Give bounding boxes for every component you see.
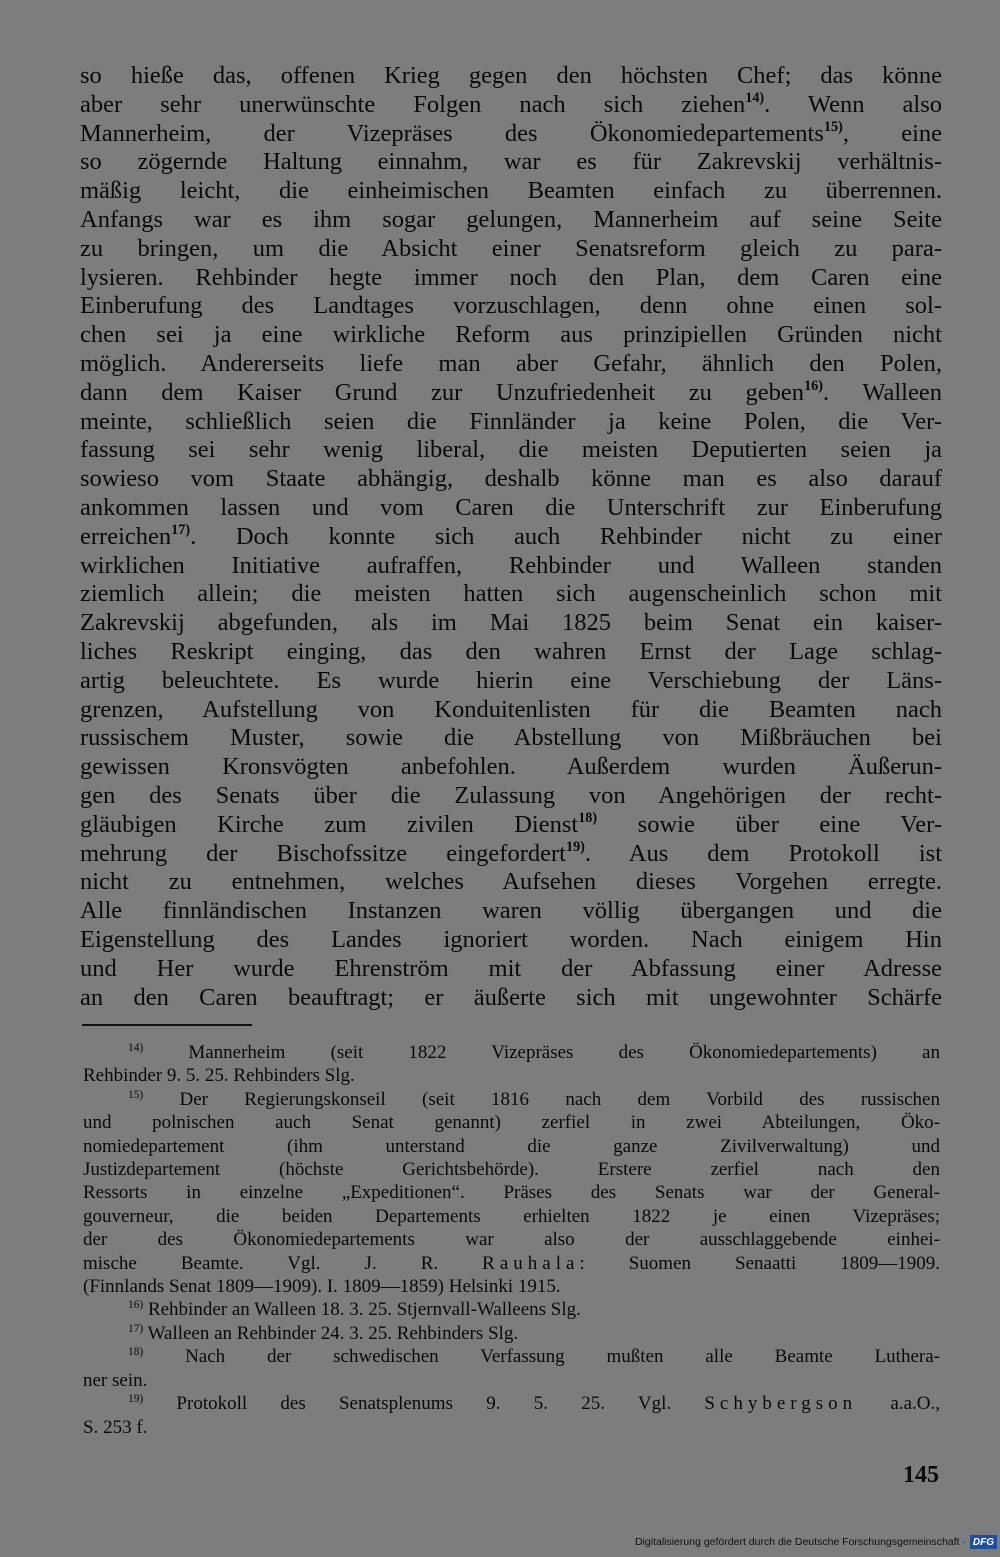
text-line: Anfangs war es ihm sogar gelungen, Mannerheim auf seine Seite: [80, 205, 942, 233]
text-line: an den Caren beauftragt; er äußerte sich mit ungewohnter Schärfe: [80, 983, 942, 1011]
text-line: russischem Muster, sowie die Abstellung von Mißbräuchen bei: [80, 724, 942, 752]
footnote-line: Justizdepartement (höchste Gerichtsbehörde). Erstere zerfiel nach den: [83, 1159, 940, 1181]
footnote-line: $^{19)}$ Protokoll des Senatsplenums 9. 5. 25. Vgl. Schybergson a.a.O.,: [128, 1393, 940, 1415]
footnote-number: 19): [128, 1393, 144, 1406]
text-line: Zakrevskij abgefunden, als im Mai 1825 beim Senat ein kaiser-: [80, 609, 942, 637]
author-name: Schybergson: [704, 1393, 858, 1415]
text-line: Alle finnländischen Instanzen waren völlig übergangen und die: [80, 897, 942, 925]
footnote-separator: [82, 1024, 252, 1026]
footnote-ref: 17): [171, 521, 191, 538]
text-line: fassung sei sehr wenig liberal, die meisten Deputierten seien ja: [80, 436, 942, 464]
footnote-line: mische Beamte. Vgl. J. R. Rauhala: Suomen Senaatti 1809—1909.: [83, 1252, 941, 1274]
text-line: dann dem Kaiser Grund zur Unzufriedenheit zu geben$^{16)}$. Walleen: [80, 377, 942, 406]
footnote-line: der des Ökonomiedepartements war also der ausschlaggebende einhei-: [83, 1229, 940, 1251]
text-line: gen des Senats über die Zulassung von Angehörigen der recht-: [80, 781, 942, 809]
footnote-number: 15): [128, 1088, 144, 1101]
text-line: und Her wurde Ehrenström mit der Abfassung einer Adresse: [80, 954, 942, 982]
text-line: erreichen$^{17)}$. Doch konnte sich auch Rehbinder nicht zu einer: [80, 521, 942, 550]
footnote-ref: 15): [823, 118, 843, 135]
footnote-line: (Finnlands Senat 1809—1909). I. 1809—1859) Helsinki 1915.: [83, 1276, 561, 1298]
text-line: wirklichen Initiative aufraffen, Rehbinder und Walleen standen: [80, 551, 942, 579]
footnote-ref: 18): [578, 809, 598, 826]
text-line: nicht zu entnehmen, welches Aufsehen dieses Vorgehen erregte.: [80, 868, 942, 896]
text-line: Mannerheim, der Vizepräses des Ökonomiedepartements$^{15)}$, eine: [80, 118, 942, 147]
text-line: lysieren. Rehbinder hegte immer noch den Plan, dem Caren eine: [80, 263, 942, 291]
page-number: 145: [903, 1462, 939, 1488]
text-line: aber sehr unerwünschte Folgen nach sich ziehen$^{14)}$. Wenn also: [80, 89, 942, 118]
text-line: ziemlich allein; die meisten hatten sich augenscheinlich schon mit: [80, 580, 942, 608]
author-name: Rauhala: [482, 1252, 580, 1274]
footnote-number: 17): [128, 1323, 144, 1336]
digitization-credit: [635, 1533, 997, 1551]
text-line: mehrung der Bischofssitze eingefordert$^{19)}$. Aus dem Protokoll ist: [80, 838, 942, 867]
footnote-line: ner sein.: [83, 1369, 148, 1391]
text-line: chen sei ja eine wirkliche Reform aus prinzipiellen Gründen nicht: [80, 321, 942, 349]
footnote-ref: 14): [745, 89, 765, 106]
footnote-ref: 19): [565, 838, 585, 855]
text-line: so hieße das, offenen Krieg gegen den höchsten Chef; das könne: [80, 62, 942, 89]
footnote-line: nomiedepartement (ihm unterstand die ganze Zivilverwaltung) und: [83, 1135, 940, 1157]
text-line: ankommen lassen und vom Caren die Unterschrift zur Einberufung: [80, 493, 942, 521]
text-line: so zögernde Haltung einnahm, war es für Zakrevskij verhältnis-: [80, 148, 942, 176]
text-line: meinte, schließlich seien die Finnländer ja keine Polen, die Ver-: [80, 407, 942, 435]
footnote-line: Rehbinder 9. 5. 25. Rehbinders Slg.: [83, 1065, 355, 1087]
text-line: zu bringen, um die Absicht einer Senatsreform gleich zu para-: [80, 234, 942, 262]
footnotes: [83, 1041, 940, 1439]
footnote-number: 14): [128, 1042, 144, 1055]
dfg-logo: DFG: [970, 1535, 997, 1549]
text-line: möglich. Andererseits liefe man aber Gefahr, ähnlich den Polen,: [80, 349, 942, 377]
footnote-line: $^{15)}$ Der Regierungskonseil (seit 1816 nach dem Vorbild des russischen: [128, 1088, 940, 1110]
text-line: gläubigen Kirche zum zivilen Dienst$^{18)}$ sowie über eine Ver-: [80, 809, 942, 838]
credit-text: Digitalisierung gefördert durch die Deutsche Forschungsgemeinschaft ·: [634, 1536, 966, 1548]
text-line: sowieso vom Staate abhängig, deshalb könne man es also darauf: [80, 465, 942, 493]
text-line: gewissen Kronsvögten anbefohlen. Außerdem wurden Äußerun-: [80, 753, 942, 781]
footnote-line: $^{18)}$ Nach der schwedischen Verfassung mußten alle Beamte Luthera-: [128, 1346, 940, 1368]
text-line: grenzen, Aufstellung von Konduitenlisten für die Beamten nach: [80, 695, 942, 723]
footnote-line: und polnischen auch Senat genannt) zerfiel in zwei Abteilungen, Öko-: [83, 1112, 940, 1134]
text-line: Einberufung des Landtages vorzuschlagen, denn ohne einen sol-: [80, 292, 942, 320]
footnote-number: 18): [128, 1346, 144, 1359]
footnote-line: $^{16)}$ Rehbinder an Walleen 18. 3. 25. Stjernvall-Walleens Slg.: [128, 1299, 581, 1321]
footnote-line: S. 253 f.: [83, 1416, 148, 1438]
text-line: mäßig leicht, die einheimischen Beamten einfach zu überrennen.: [80, 177, 942, 205]
text-line: liches Reskript einging, das den wahren Ernst der Lage schlag-: [80, 637, 942, 665]
footnote-number: 16): [128, 1299, 144, 1312]
footnote-line: $^{14)}$ Mannerheim (seit 1822 Vizepräses des Ökonomiedepartements) an: [128, 1042, 940, 1063]
footnote-line: Ressorts in einzelne „Expeditionen“. Präses des Senats war der General-: [83, 1182, 940, 1204]
text-line: artig beleuchtete. Es wurde hierin eine Verschiebung der Läns-: [80, 666, 942, 694]
body-text: [80, 62, 942, 1012]
footnote-line: gouverneur, die beiden Departements erhielten 1822 je einen Vizepräses;: [83, 1205, 940, 1227]
footnote-line: $^{17)}$ Walleen an Rehbinder 24. 3. 25. Rehbinders Slg.: [128, 1322, 519, 1344]
text-line: Eigenstellung des Landes ignoriert worden. Nach einigem Hin: [80, 925, 942, 953]
footnote-ref: 16): [804, 377, 823, 394]
